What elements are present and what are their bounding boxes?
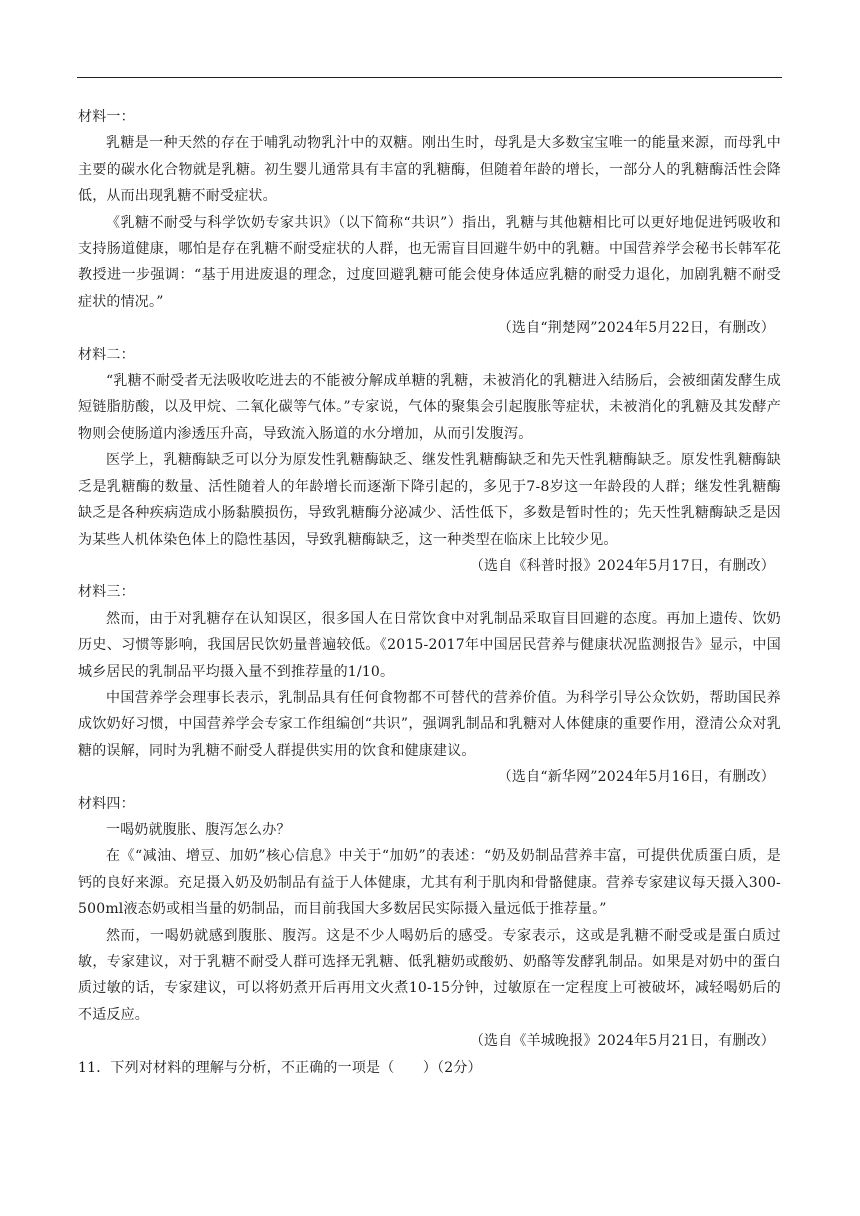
source-citation: （选自《羊城晚报》2024年5月21日，有删改） bbox=[469, 1033, 775, 1050]
paragraph: 乳糖是一种天然的存在于哺乳动物乳汁中的双糖。刚出生时，母乳是大多数宝宝唯一的能量来源，而母乳中主要的碳水化合物就是乳糖。初生婴儿通常具有丰富的乳糖酶，但随着年龄的增长，一部分人的乳糖酶活性会降低，从而出现乳糖不耐受症状。 bbox=[78, 135, 781, 205]
document-body bbox=[78, 104, 781, 1081]
section-title: 材料四： bbox=[78, 795, 135, 812]
paragraph: “乳糖不耐受者无法吸收吃进去的不能被分解成单糖的乳糖，未被消化的乳糖进入结肠后，会被细菌发酵生成短链脂肪酸，以及甲烷、二氧化碳等气体。”专家说，气体的聚集会引起腹胀等症状，未被消化的乳糖及其发酵产物则会使肠道内渗透压升高，导致流入肠道的水分增加，从而引发腹泻。 bbox=[78, 373, 781, 442]
source-citation: （选自《科普时报》2024年5月17日，有删改） bbox=[469, 557, 775, 574]
paragraph: 然而，一喝奶就感到腹胀、腹泻。这是不少人喝奶后的感受。专家表示，这或是乳糖不耐受或是蛋白质过敏，专家建议，对于乳糖不耐受人群可选择无乳糖、低乳糖奶或酸奶、奶酪等发酵乳制品。如果是对奶中的蛋白质过敏的话，专家建议，可以将奶煮开后再用文火煮10-15分钟，过敏原在一定程度上可被破坏，减轻喝奶后的不适反应。 bbox=[78, 927, 781, 1023]
paragraph: 中国营养学会理事长表示，乳制品具有任何食物都不可替代的营养价值。为科学引导公众饮奶，帮助国民养成饮奶好习惯，中国营养学会专家工作组编创“共识”，强调乳制品和乳糖对人体健康的重要作用，澄清公众对乳糖的误解，同时为乳糖不耐受人群提供实用的饮食和健康建议。 bbox=[78, 689, 781, 759]
paragraph: 然而，由于对乳糖存在认知误区，很多国人在日常饮食中对乳制品采取盲目回避的态度。再加上遗传、饮奶历史、习惯等影响，我国居民饮奶量普遍较低。《2015-2017年中国居民营养与健康状况监测报告》显示，中国城乡居民的乳制品平均摄入量不到推荐量的1/10。 bbox=[78, 610, 781, 680]
material-4 bbox=[78, 791, 781, 1055]
section-title: 材料一： bbox=[78, 109, 135, 125]
material-3 bbox=[78, 579, 781, 790]
material-1 bbox=[78, 104, 781, 342]
paragraph: 《乳糖不耐受与科学饮奶专家共识》（以下简称“共识”）指出，乳糖与其他糖相比可以更好地促进钙吸收和支持肠道健康，哪怕是存在乳糖不耐受症状的人群，也无需盲目回避牛奶中的乳糖。中国营养学会秘书长韩军花教授进一步强调：“基于用进废退的理念，过度回避乳糖可能会使身体适应乳糖的耐受力退化，加剧乳糖不耐受症状的情况。” bbox=[78, 214, 781, 310]
source-citation: （选自“荆楚网”2024年5月22日，有删改） bbox=[497, 320, 775, 337]
header-rule bbox=[77, 77, 782, 78]
source-citation: （选自“新华网”2024年5月16日，有删改） bbox=[497, 769, 775, 786]
paragraph: 在《“减油、增豆、加奶”核心信息》中关于“加奶”的表述：“奶及奶制品营养丰富，可提供优质蛋白质，是钙的良好来源。充足摄入奶及奶制品有益于人体健康，尤其有利于肌肉和骨骼健康。营养专家建议每天摄入300-500ml液态奶或相当量的奶制品，而目前我国大多数居民实际摄入量远低于推荐量。” bbox=[78, 848, 781, 918]
paragraph: 医学上，乳糖酶缺乏可以分为原发性乳糖酶缺乏、继发性乳糖酶缺乏和先天性乳糖酶缺乏。原发性乳糖酶缺乏是乳糖酶的数量、活性随着人的年龄增长而逐渐下降引起的，多见于7-8岁这一年龄段的人群；继发性乳糖酶缺乏是各种疾病造成小肠黏膜损伤，导致乳糖酶分泌减少、活性低下，多数是暂时性的；先天性乳糖酶缺乏是因为某些人机体染色体上的隐性基因，导致乳糖酶缺乏，这一种类型在临床上比较少见。 bbox=[78, 452, 781, 548]
question-11: 11．下列对材料的理解与分析，不正确的一项是（ ）（2分） bbox=[78, 1059, 482, 1076]
material-2 bbox=[78, 342, 781, 580]
section-title: 材料二： bbox=[78, 346, 135, 363]
paragraph: 一喝奶就腹胀、腹泻怎么办？ bbox=[106, 821, 291, 838]
section-title: 材料三： bbox=[78, 584, 135, 601]
